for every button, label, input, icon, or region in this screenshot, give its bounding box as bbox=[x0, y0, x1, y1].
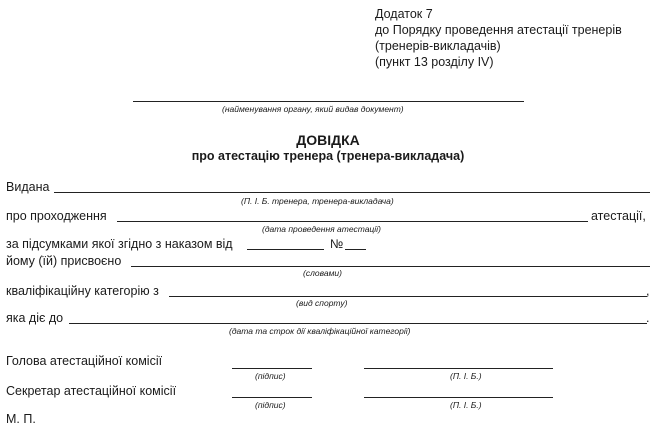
seal-label: М. П. bbox=[6, 412, 36, 426]
valid-label: яка діє до bbox=[6, 311, 64, 325]
chair-signature-caption: (підпис) bbox=[255, 371, 286, 381]
sport-type-caption: (вид спорту) bbox=[296, 298, 348, 308]
validity-period: . bbox=[646, 311, 650, 325]
chair-label: Голова атестаційної комісії bbox=[6, 354, 163, 368]
secretary-name-caption: (П. І. Б.) bbox=[450, 400, 482, 410]
annex-reference-cont: (тренерів-викладачів) bbox=[375, 39, 501, 53]
order-date-field[interactable] bbox=[247, 249, 324, 250]
issued-to-caption: (П. І. Б. тренера, тренера-викладача) bbox=[241, 196, 394, 206]
attestation-date-caption: (дата проведення атестації) bbox=[262, 224, 381, 234]
chair-signature-field[interactable] bbox=[232, 368, 312, 369]
secretary-signature-caption: (підпис) bbox=[255, 400, 286, 410]
document-subtitle: про атестацію тренера (тренера-викладача) bbox=[191, 149, 465, 163]
assigned-category-field[interactable] bbox=[131, 266, 650, 267]
assigned-category-caption: (словами) bbox=[303, 268, 342, 278]
passing-label: про проходження bbox=[6, 209, 107, 223]
secretary-signature-field[interactable] bbox=[232, 397, 312, 398]
issuer-name-field[interactable] bbox=[133, 101, 524, 102]
sport-type-field[interactable] bbox=[169, 296, 647, 297]
order-number-label: № bbox=[330, 237, 344, 251]
issued-to-field[interactable] bbox=[54, 192, 650, 193]
attestation-date-field[interactable] bbox=[117, 221, 588, 222]
passing-suffix: атестації, bbox=[591, 209, 646, 223]
category-label: кваліфікаційну категорію з bbox=[6, 284, 159, 298]
validity-caption: (дата та строк дії кваліфікаційної категорії) bbox=[229, 326, 411, 336]
validity-field[interactable] bbox=[69, 323, 647, 324]
annex-reference: до Порядку проведення атестації тренерів bbox=[375, 23, 622, 37]
order-label: за підсумками якої згідно з наказом від bbox=[6, 237, 233, 251]
secretary-name-field[interactable] bbox=[364, 397, 553, 398]
issued-to-label: Видана bbox=[6, 180, 50, 194]
annex-number: Додаток 7 bbox=[375, 7, 433, 21]
chair-name-field[interactable] bbox=[364, 368, 553, 369]
annex-clause: (пункт 13 розділу IV) bbox=[375, 55, 494, 69]
assigned-label: йому (їй) присвоєно bbox=[6, 254, 122, 268]
document-title: ДОВІДКА bbox=[296, 132, 360, 148]
order-number-field[interactable] bbox=[345, 249, 366, 250]
chair-name-caption: (П. І. Б.) bbox=[450, 371, 482, 381]
issuer-name-caption: (найменування органу, який видав документ) bbox=[222, 104, 404, 114]
secretary-label: Секретар атестаційної комісії bbox=[6, 384, 177, 398]
category-comma: , bbox=[646, 284, 650, 298]
